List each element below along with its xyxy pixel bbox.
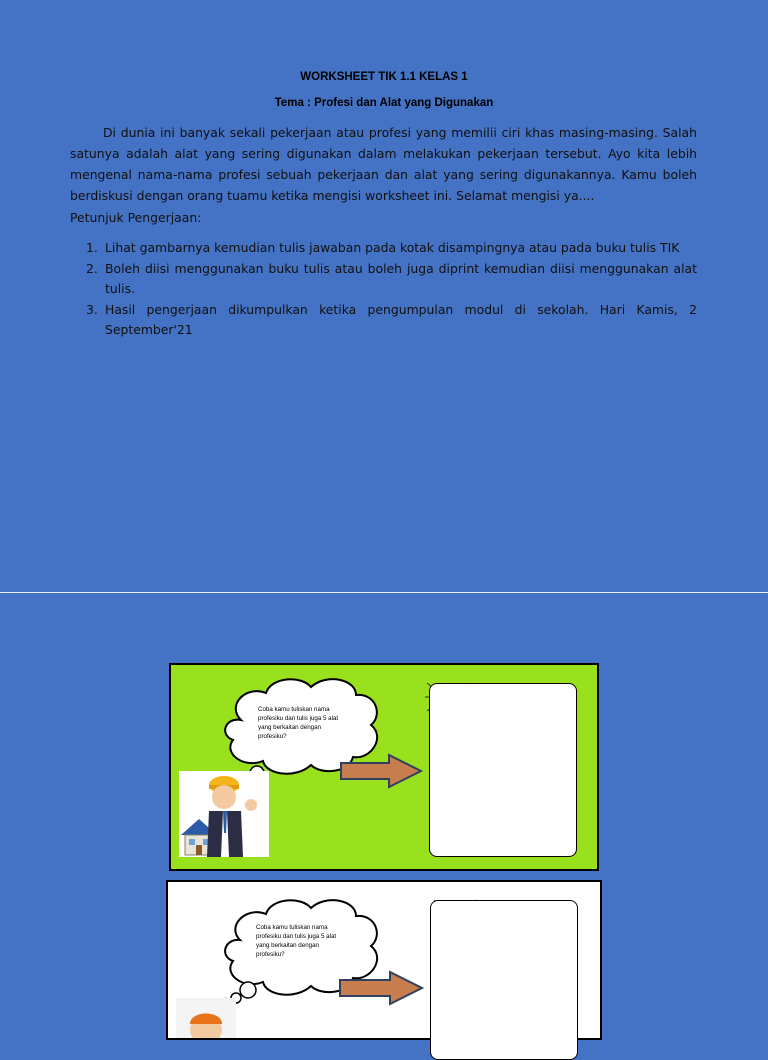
instruction-item (70, 238, 697, 259)
instruction-item (70, 259, 697, 300)
instruction-number: 1. (86, 240, 98, 255)
answer-box[interactable] (429, 683, 577, 857)
intro-paragraph: Di dunia ini banyak sekali pekerjaan atau profesi yang memilii ciri khas masing-masing. Salah satunya adalah alat yang sering digunakan dalam melakukan pekerjaan tersebut. Ayo kita lebih mengenal nama-nama profesi sebuah pekerjaan dan alat yang sering digunakannya. Kamu boleh berdiskusi dengan orang tuamu ketika mengisi worksheet ini. Selamat mengisi ya.... (70, 125, 697, 203)
worksheet-card-chef (166, 880, 602, 1040)
engineer-icon (179, 771, 269, 857)
worksheet-theme: Tema : Profesi dan Alat yang Digunakan (274, 97, 494, 109)
instructions-label: Petunjuk Pengerjaan: (70, 210, 202, 225)
chef-icon (176, 998, 236, 1038)
engineer-illustration (179, 771, 269, 857)
instruction-text: Lihat gambarnya kemudian tulis jawaban pada kotak disampingnya atau pada buku tulis TIK (105, 240, 680, 255)
worksheet-title: WORKSHEET TIK 1.1 KELAS 1 (300, 71, 468, 83)
thought-dot-icon (240, 982, 256, 998)
bubble-prompt: Coba kamu tuliskan nama profesiku dan tulis juga 5 alat yang berkaitan dengan profesiku? (258, 706, 339, 740)
instructions-list (70, 238, 697, 341)
instruction-number: 2. (86, 260, 98, 276)
instruction-item (70, 300, 697, 341)
instruction-number: 3. (86, 301, 98, 317)
worksheet-card-engineer (169, 663, 599, 871)
instruction-text: Boleh diisi menggunakan buku tulis atau boleh juga diprint kemudian diisi menggunakan alat tulis. (105, 260, 697, 296)
instruction-text: Hasil pengerjaan dikumpulkan ketika pengumpulan modul di sekolah. Hari Kamis, 2 September'21 (105, 301, 697, 337)
chef-illustration (176, 998, 236, 1038)
answer-box[interactable] (430, 900, 578, 1060)
page-separator (0, 592, 768, 593)
bubble-prompt: Coba kamu tuliskan nama profesiku dan tulis juga 5 alat yang berkaitan dengan profesiku? (256, 924, 337, 958)
